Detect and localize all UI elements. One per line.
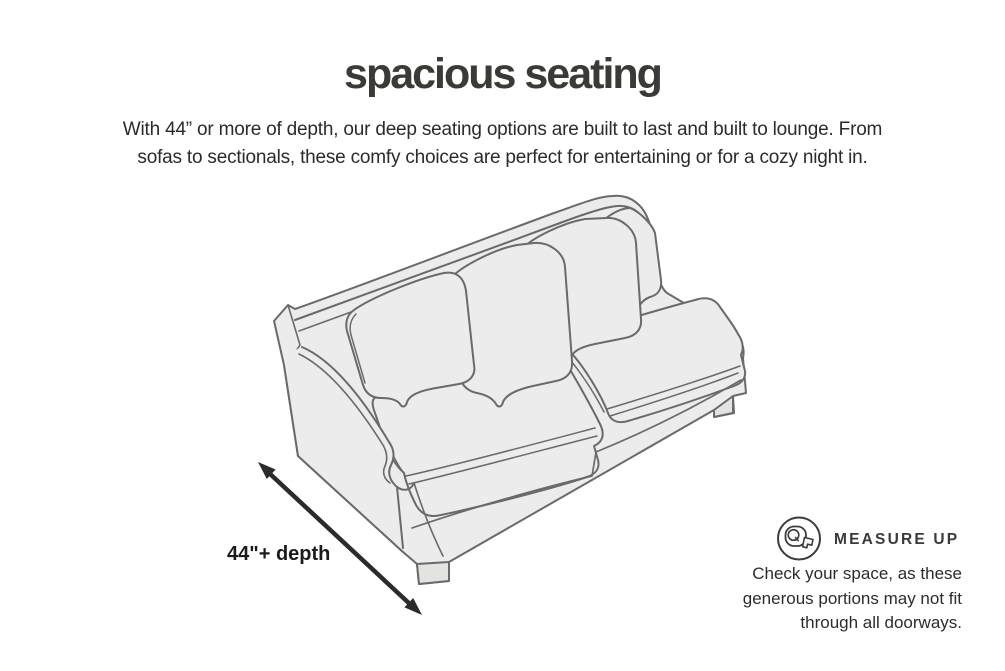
sofa-foot xyxy=(417,562,449,584)
intro-line-2: sofas to sectionals, these comfy choices are perfect for entertaining or for a cozy night in. xyxy=(137,146,868,168)
tape-measure-icon xyxy=(774,514,824,564)
page-title: spacious seating xyxy=(344,50,661,98)
measure-up-note-line-2: generous portions may not fit xyxy=(742,588,962,608)
depth-dimension-label: 44"+ depth xyxy=(227,543,331,565)
measure-up-note xyxy=(682,562,962,636)
measure-up-heading: MEASURE UP xyxy=(834,531,960,548)
measure-up-note-line-3: through all doorways. xyxy=(800,613,962,632)
measure-up-note-line-1: Check your space, as these xyxy=(752,564,962,583)
intro-line-1: With 44” or more of depth, our deep seating options are built to last and built to lounge. From xyxy=(122,119,883,140)
